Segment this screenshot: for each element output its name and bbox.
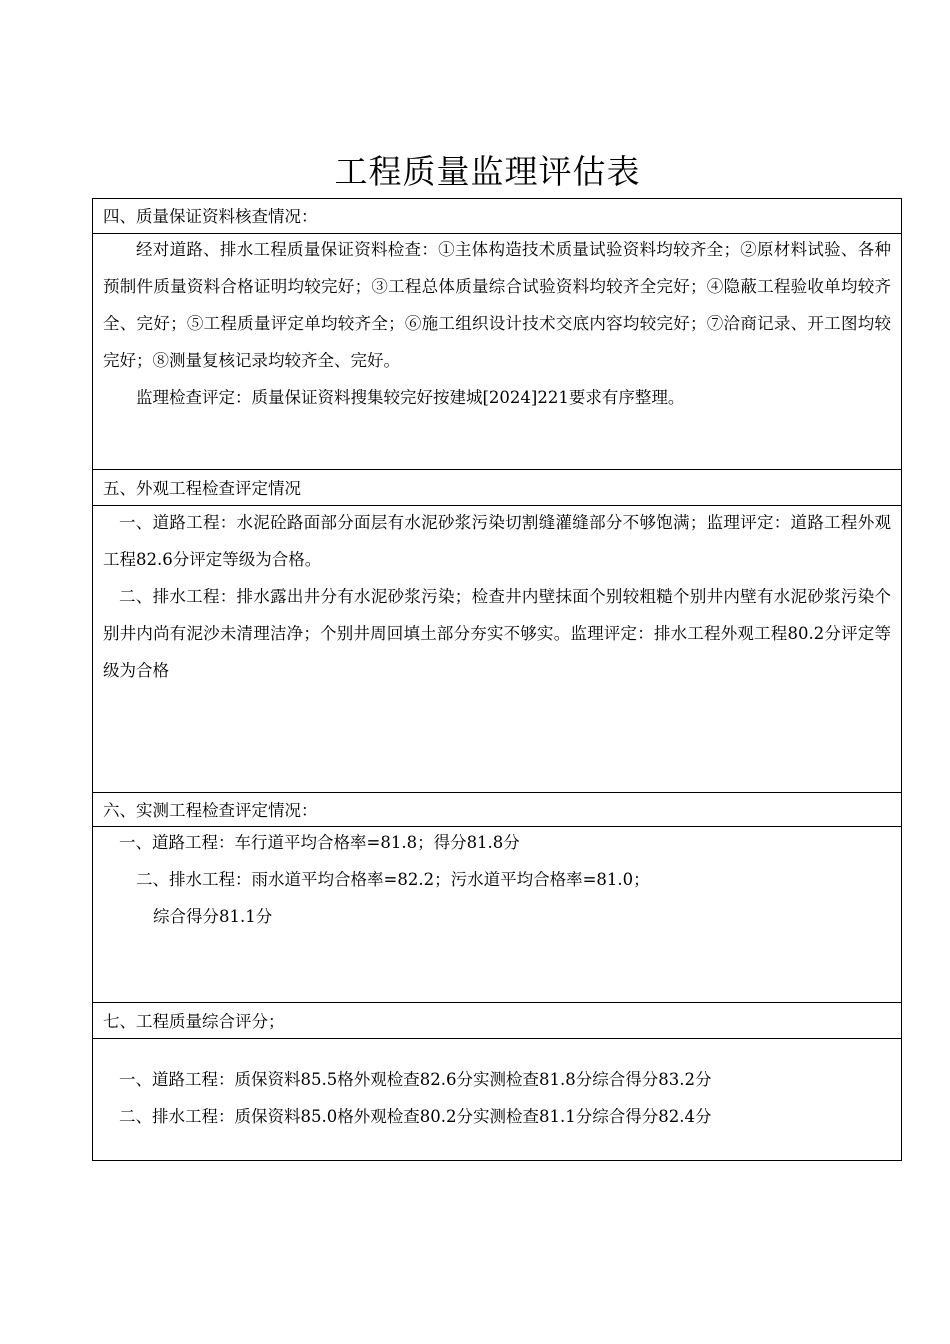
section7-road-line: 一、道路工程：质保资料85.5格外观检查82.6分实测检查81.8分综合得分83.2分 xyxy=(119,1070,712,1089)
section6-body xyxy=(103,824,891,935)
evaluation-table xyxy=(92,198,902,1161)
section6-total-line: 综合得分81.1分 xyxy=(153,907,273,926)
section4-body xyxy=(103,231,891,416)
section5-body xyxy=(103,504,891,689)
section5-drainage-paragraph: 二、排水工程：排水露出井分有水泥砂浆污染；检查井内壁抹面个别较粗糙个别井内壁有水泥砂浆污染个别井内尚有泥沙未清理洁净；个别井周回填土部分夯实不够实。监理评定：排水工程外观工程80.2分评定等级为合格 xyxy=(103,587,891,680)
section6-road-line: 一、道路工程：车行道平均合格率=81.8；得分81.8分 xyxy=(119,833,520,852)
section6-drainage-line: 二、排水工程：雨水道平均合格率=82.2；污水道平均合格率=81.0； xyxy=(136,870,650,889)
section4-paragraph: 经对道路、排水工程质量保证资料检查：①主体构造技术质量试验资料均较齐全；②原材料试验、各种预制件质量资料合格证明均较完好；③工程总体质量综合试验资料均较齐全完好；④隐蔽工程验收单均较齐全、完好；⑤工程质量评定单均较齐全；⑥施工组织设计技术交底内容均较完好；⑦洽商记录、开工图均较完好；⑧测量复核记录均较齐全、完好。 xyxy=(103,240,891,370)
section4-heading: 四、质量保证资料核查情况： xyxy=(103,207,318,226)
row-divider xyxy=(93,1002,901,1003)
row-divider xyxy=(93,1038,901,1039)
section5-road-paragraph: 一、道路工程：水泥砼路面部分面层有水泥砂浆污染切割缝灌缝部分不够饱满；监理评定：道路工程外观工程82.6分评定等级为合格。 xyxy=(103,513,891,569)
section7-heading: 七、工程质量综合评分； xyxy=(103,1012,285,1031)
section4-evaluation: 监理检查评定：质量保证资料搜集较完好按建城[2024]221要求有序整理。 xyxy=(136,388,685,407)
section6-heading: 六、实测工程检查评定情况： xyxy=(103,801,318,820)
section5-heading: 五、外观工程检查评定情况 xyxy=(103,479,301,498)
section7-body xyxy=(103,1061,891,1135)
page-title: 工程质量监理评估表 xyxy=(334,152,641,192)
section7-drainage-line: 二、排水工程：质保资料85.0格外观检查80.2分实测检查81.1分综合得分82.4分 xyxy=(119,1107,712,1126)
row-divider xyxy=(93,469,901,470)
